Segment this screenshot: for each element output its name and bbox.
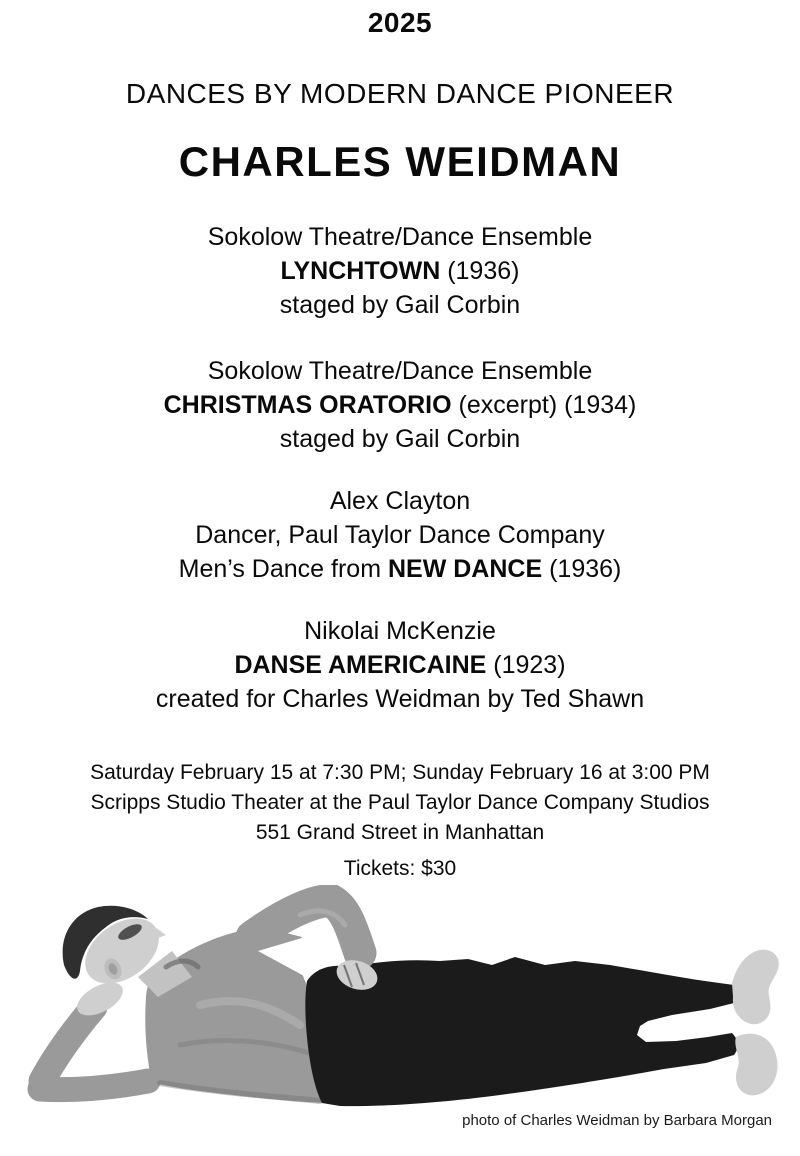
page-title: CHARLES WEIDMAN — [178, 138, 622, 185]
ticket-price: Tickets: $30 — [343, 857, 457, 880]
photo-caption: photo of Charles Weidman by Barbara Morgan — [462, 1112, 772, 1129]
program-credit: staged by Gail Corbin — [279, 425, 521, 453]
weidman-photo-illustration — [0, 885, 800, 1120]
event-dates: Saturday February 15 at 7:30 PM; Sunday February 16 at 3:00 PM — [90, 761, 710, 784]
program-work-title — [0, 388, 800, 422]
work-title-pre: Men’s Dance from — [178, 555, 388, 583]
program-credit: staged by Gail Corbin — [279, 291, 521, 319]
work-title-post: (1936) — [542, 555, 622, 583]
program-christmas-oratorio — [0, 354, 800, 456]
event-details — [0, 758, 800, 848]
work-title-bold: DANSE AMERICAINE — [234, 651, 487, 679]
program-ensemble: Sokolow Theatre/Dance Ensemble — [207, 223, 593, 251]
program-performer: Nikolai McKenzie — [304, 617, 496, 645]
work-title-post: (excerpt) (1934) — [451, 391, 637, 419]
flyer-subtitle: DANCES BY MODERN DANCE PIONEER — [125, 78, 675, 109]
left-upper-arm — [40, 1081, 148, 1090]
bottom-foot — [735, 1034, 777, 1096]
program-lynchtown — [0, 220, 800, 322]
program-work-title — [0, 552, 800, 586]
program-performer-role: Dancer, Paul Taylor Dance Company — [195, 521, 605, 549]
event-venue: Scripps Studio Theater at the Paul Taylor Dance Company Studios — [90, 791, 710, 814]
weidman-photo — [0, 885, 800, 1120]
program-ensemble: Sokolow Theatre/Dance Ensemble — [207, 357, 593, 385]
program-danse-americaine — [0, 614, 800, 716]
work-title-bold: NEW DANCE — [387, 555, 543, 583]
work-title-post: (1936) — [440, 257, 520, 285]
top-foot — [732, 950, 779, 1025]
event-address: 551 Grand Street in Manhattan — [255, 821, 545, 844]
work-title-bold: CHRISTMAS ORATORIO — [163, 391, 452, 419]
left-forearm — [42, 1007, 94, 1081]
year-heading: 2025 — [367, 7, 433, 38]
program-credit: created for Charles Weidman by Ted Shawn — [155, 685, 645, 713]
program-new-dance — [0, 484, 800, 586]
work-title-bold: LYNCHTOWN — [280, 257, 441, 285]
program-work-title — [0, 254, 800, 288]
work-title-post: (1923) — [486, 651, 566, 679]
program-work-title — [0, 648, 800, 682]
program-performer: Alex Clayton — [329, 487, 471, 515]
